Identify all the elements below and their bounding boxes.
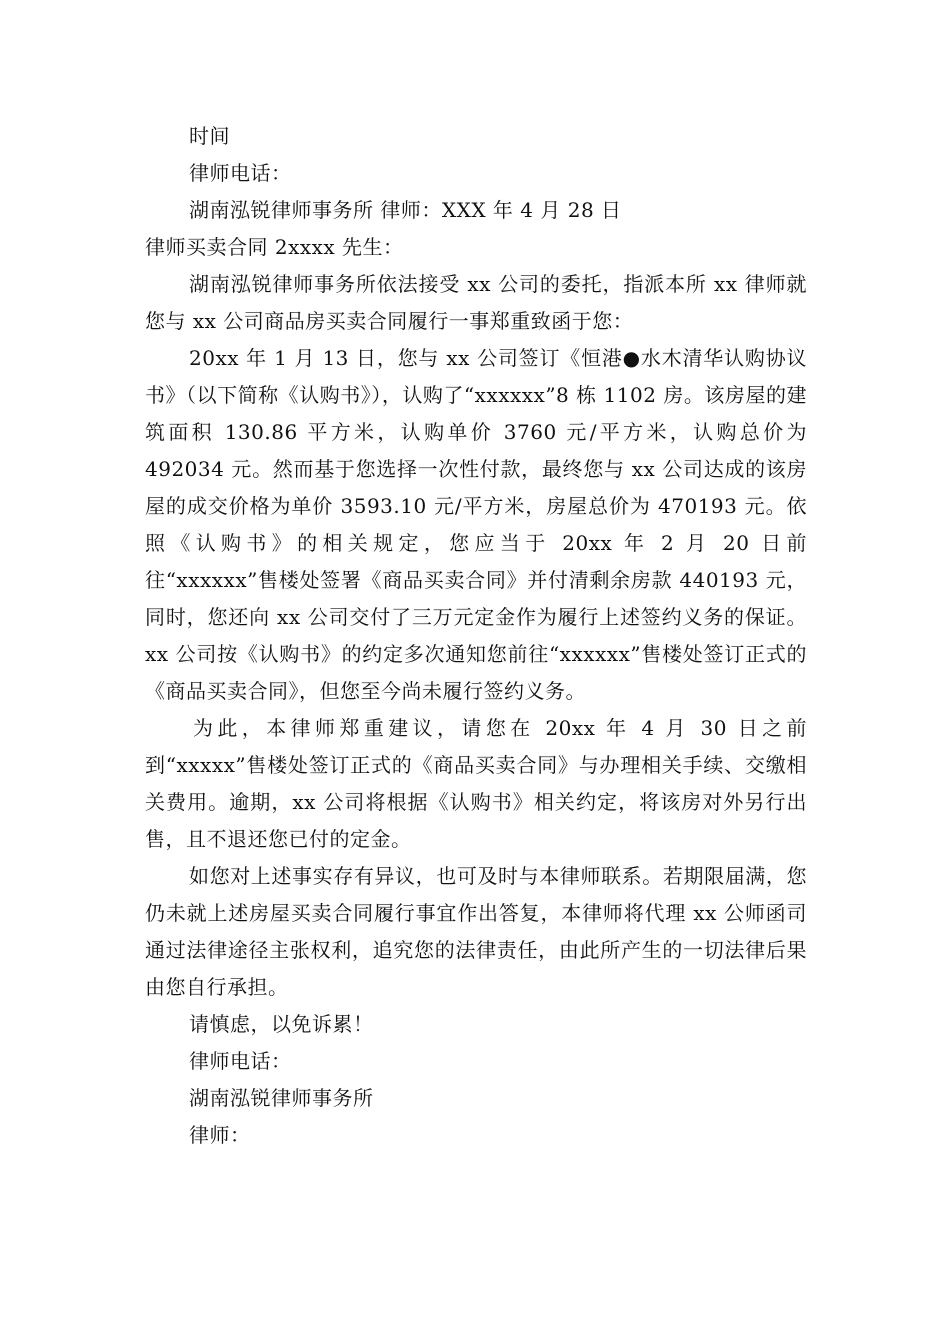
footer-lawyer: 律师： xyxy=(189,1123,251,1147)
paragraph-advice: 为此，本律师郑重建议，请您在 20xx 年 4 月 30 日之前到“xxxxx”售楼处签订正式的《商品买卖合同》与办理相关手续、交缴相关费用。逾期，xx 公司将根据《认购书》相关约定，将该房对外另行出售，且不退还您已付的定金。 xyxy=(145,716,807,851)
footer-firm: 湖南泓锐律师事务所 xyxy=(189,1086,374,1110)
letter-body xyxy=(145,118,807,1154)
paragraph-facts: 20xx 年 1 月 13 日，您与 xx 公司签订《恒港●水木清华认购协议书》（以下简称《认购书》），认购了“xxxxxx”8 栋 1102 房。该房屋的建筑面积 130.86 平方米，认购单价 3760 元/平方米，认购总价为 492034 元。然而基于您选择一次性付款，最终您与 xx 公司达成的该房屋的成交价格为单价 3593.10 元/平方米，房屋总价为 470193 元。依照《认购书》的相关规定，您应当于 20xx 年 2 月 20 日前往“xxxxxx”售楼处签署《商品买卖合同》并付清剩余房款 440193 元，同时，您还向 xx 公司交付了三万元定金作为履行上述签约义务的保证。xx 公司按《认购书》的约定多次通知您前往“xxxxxx”售楼处签订正式的《商品买卖合同》，但您至今尚未履行签约义务。 xyxy=(145,346,807,703)
paragraph-commission: 湖南泓锐律师事务所依法接受 xx 公司的委托，指派本所 xx 律师就您与 xx 公司商品房买卖合同履行一事郑重致函于您： xyxy=(145,272,807,333)
letter-title-line: 律师买卖合同 2xxxx 先生： xyxy=(145,235,404,259)
header-phone: 律师电话： xyxy=(189,161,292,185)
footer-phone: 律师电话： xyxy=(189,1049,292,1073)
paragraph-consequences: 如您对上述事实存有异议，也可及时与本律师联系。若期限届满，您仍未就上述房屋买卖合同履行事宜作出答复，本律师将代理 xx 公师函司通过法律途径主张权利，追究您的法律责任，由此所产生的一切法律后果由您自行承担。 xyxy=(145,864,807,999)
closing-warning: 请慎虑，以免诉累！ xyxy=(189,1012,374,1036)
header-firm-signature: 湖南泓锐律师事务所 律师：XXX 年 4 月 28 日 xyxy=(189,198,622,222)
header-time: 时间 xyxy=(189,124,230,148)
